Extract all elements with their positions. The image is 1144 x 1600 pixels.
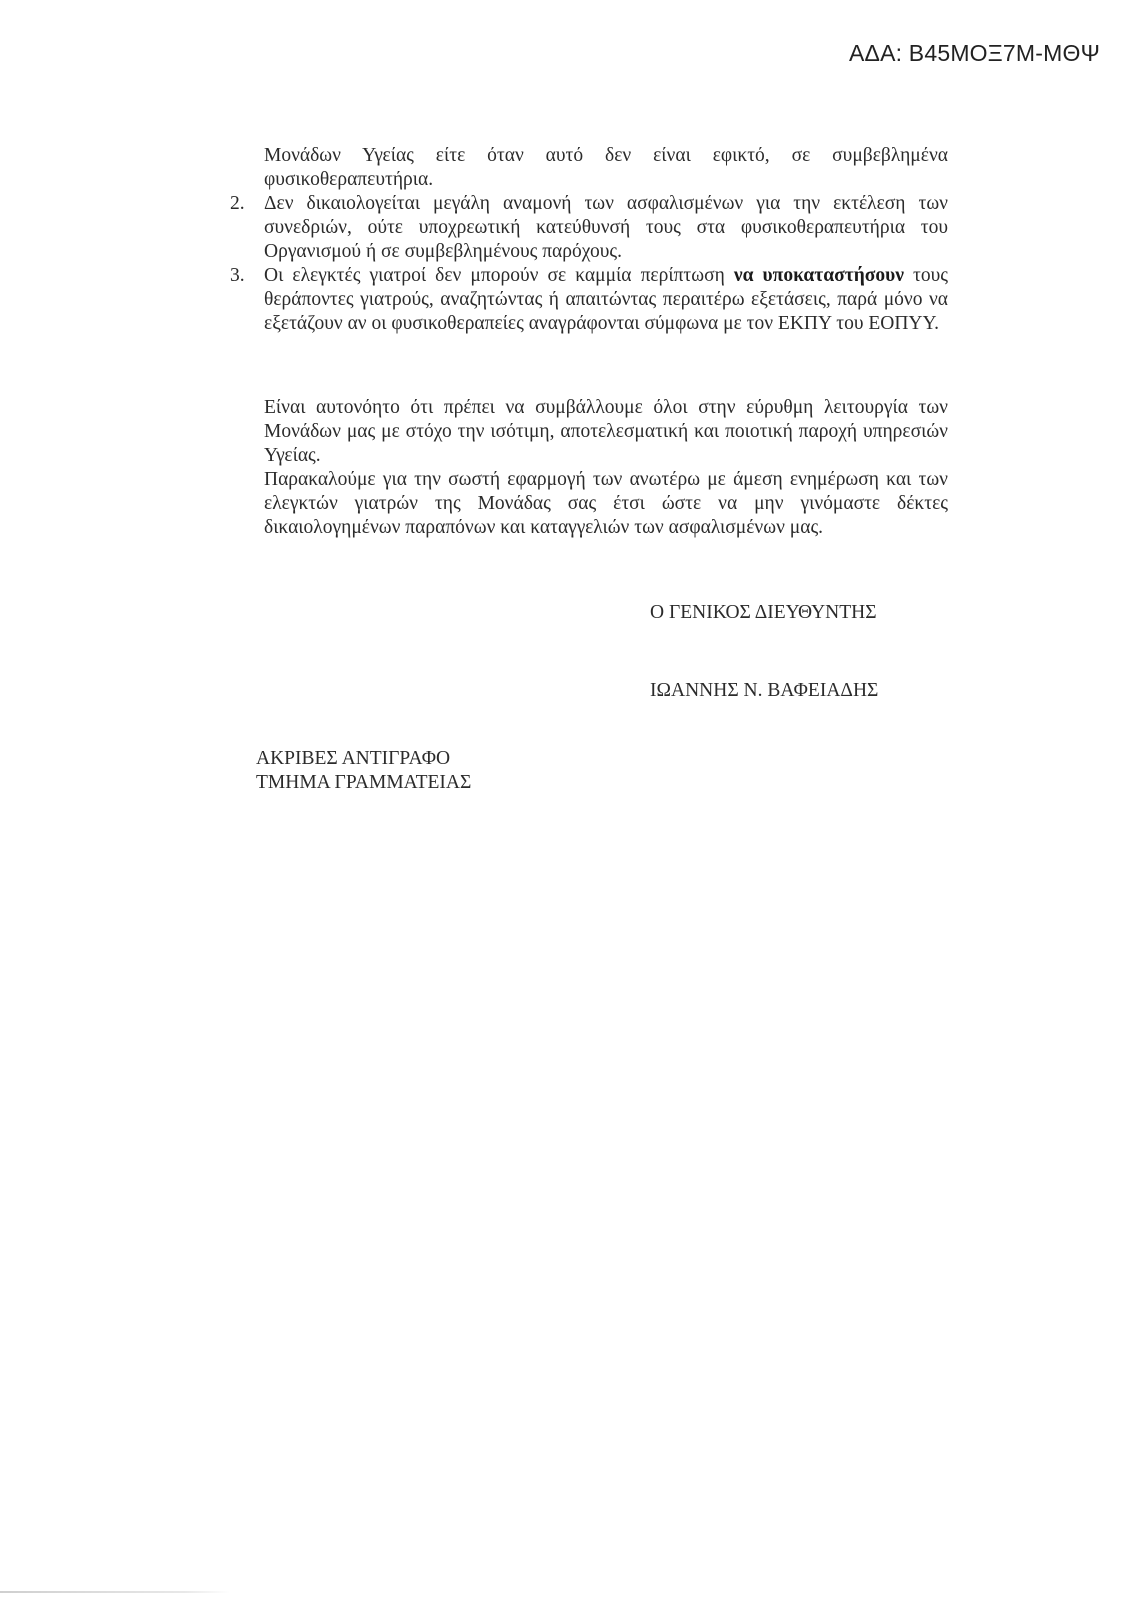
signatory-name: ΙΩΑΝΝΗΣ Ν. ΒΑΦΕΙΑΔΗΣ [650, 680, 879, 701]
closing-paragraph-1: Είναι αυτονόητο ότι πρέπει να συμβάλλουμε όλοι στην εύρυθμη λειτουργία των Μονάδων μας με στόχο την ισότιμη, αποτελεσματική και ποιοτική παροχή υπηρεσιών Υγείας. [264, 397, 948, 466]
secretariat-label: ΤΜΗΜΑ ΓΡΑΜΜΑΤΕΙΑΣ [256, 772, 472, 793]
list-item-bold-text: να υποκαταστήσουν [733, 265, 904, 286]
closing-paragraph-2: Παρακαλούμε για την σωστή εφαρμογή των ανωτέρω με άμεση ενημέρωση και των ελεγκτών γιατρών της Μονάδας σας έτσι ώστε να μην γινόμαστε δέκτες δικαιολογημένων παραπόνων και καταγγελιών των ασφαλισμένων μας. [264, 469, 948, 538]
scan-edge-line [0, 1591, 230, 1593]
ada-code: ΑΔΑ: Β45ΜΟΞ7Μ-ΜΘΨ [848, 40, 1100, 66]
list-item-text-start: Οι ελεγκτές γιατροί δεν μπορούν σε καμμία περίπτωση [264, 265, 734, 286]
main-body [230, 144, 948, 336]
certified-copy-label: ΑΚΡΙΒΕΣ ΑΝΤΙΓΡΑΦΟ [256, 748, 451, 769]
signatory-title: Ο ΓΕΝΙΚΟΣ ΔΙΕΥΘΥΝΤΗΣ [650, 602, 877, 623]
list-item-2 [230, 192, 948, 264]
closing-body [264, 396, 948, 540]
list-item-text-end: τους θεράποντες γιατρούς, αναζητώντας ή απαιτώντας περαιτέρω εξετάσεις, παρά μόνο να εξετάζουν αν οι φυσικοθεραπείες αναγράφονται σύμφωνα με τον ΕΚΠΥ του ΕΟΠΥΥ. [264, 265, 948, 334]
list-number: 3. [230, 265, 245, 286]
continuation-text: Μονάδων Υγείας είτε όταν αυτό δεν είναι εφικτό, σε συμβεβλημένα φυσικοθεραπευτήρια. [264, 145, 948, 190]
list-item-3 [230, 264, 948, 336]
list-number: 2. [230, 193, 245, 214]
list-item-text: Δεν δικαιολογείται μεγάλη αναμονή των ασφαλισμένων για την εκτέλεση των συνεδριών, ούτε υποχρεωτική κατεύθυνσή τους στα φυσικοθεραπευτήρια του Οργανισμού ή σε συμβεβλημένους παρόχους. [264, 193, 948, 262]
